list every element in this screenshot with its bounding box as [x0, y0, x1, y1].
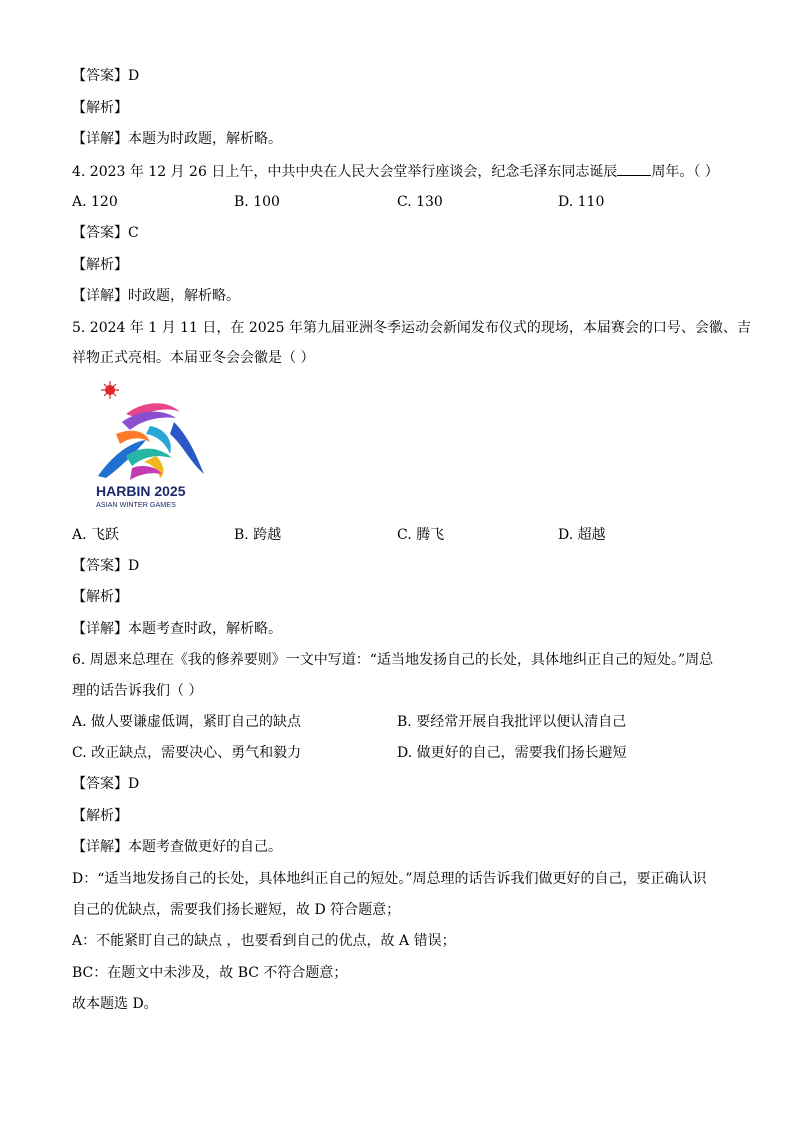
analysis-label: 【解析】: [72, 100, 128, 116]
sun-icon: [101, 381, 119, 399]
detail-text: 【详解】本题考查做更好的自己。: [72, 839, 282, 855]
logo-text-asian-winter-games: ASIAN WINTER GAMES: [96, 500, 176, 509]
detail-text: 【详解】本题考查时政，解析略。: [72, 621, 282, 637]
option-d: D. 做更好的自己，需要我们扬长避短: [397, 745, 627, 761]
option-a: A. 120: [72, 194, 118, 210]
explanation-line: 自己的优缺点，需要我们扬长避短，故 D 符合题意；: [72, 902, 401, 918]
logo-emblem: [86, 378, 208, 510]
explanation-line: BC：在题文中未涉及，故 BC 不符合题意；: [72, 965, 348, 981]
fill-blank: [617, 163, 651, 176]
logo-text-harbin: HARBIN 2025: [96, 483, 186, 499]
question-6-stem-line1: 6. 周恩来总理在《我的修养要则》一文中写道：“适当地发扬自己的长处，具体地纠正自己的短处。”周总: [72, 652, 714, 668]
answer-label: 【答案】C: [72, 225, 139, 241]
option-a: A. 做人要谦虚低调，紧盯自己的缺点: [72, 714, 302, 730]
question-4-stem-end: 周年。（ ）: [651, 164, 719, 180]
answer-label: 【答案】D: [72, 68, 140, 84]
option-c: C. 腾飞: [397, 527, 445, 543]
question-6-stem-line2: 理的话告诉我们（ ）: [72, 683, 203, 699]
question-5-stem-line2: 祥物正式亮相。本届亚冬会会徽是（ ）: [72, 350, 315, 366]
analysis-label: 【解析】: [72, 808, 128, 824]
option-b: B. 要经常开展自我批评以便认清自己: [397, 714, 627, 730]
option-d: D. 超越: [558, 527, 606, 543]
option-c: C. 改正缺点，需要决心、勇气和毅力: [72, 745, 302, 761]
harbin-2025-logo: [86, 378, 208, 510]
option-a: A. 飞跃: [72, 527, 120, 543]
question-4-stem-start: 4. 2023 年 12 月 26 日上午，中共中央在人民大会堂举行座谈会，纪念毛泽东同志诞辰: [72, 164, 618, 180]
analysis-label: 【解析】: [72, 257, 128, 273]
conclusion-line: 故本题选 D。: [72, 996, 158, 1012]
analysis-label: 【解析】: [72, 589, 128, 605]
explanation-line: A：不能紧盯自己的缺点 ，也要看到自己的优点，故 A 错误；: [72, 933, 456, 949]
detail-text: 【详解】时政题，解析略。: [72, 288, 240, 304]
option-b: B. 100: [234, 194, 280, 210]
option-d: D. 110: [558, 194, 605, 210]
explanation-line: D：“适当地发扬自己的长处，具体地纠正自己的短处。”周总理的话告诉我们做更好的自己，要正确认识: [72, 871, 707, 887]
question-5-stem-line1: 5. 2024 年 1 月 11 日，在 2025 年第九届亚洲冬季运动会新闻发布仪式的现场，本届赛会的口号、会徽、吉: [72, 320, 751, 336]
answer-label: 【答案】D: [72, 776, 140, 792]
question-4-stem: [72, 163, 719, 180]
answer-label: 【答案】D: [72, 558, 140, 574]
detail-text: 【详解】本题为时政题，解析略。: [72, 131, 282, 147]
option-b: B. 跨越: [234, 527, 282, 543]
option-c: C. 130: [397, 194, 443, 210]
